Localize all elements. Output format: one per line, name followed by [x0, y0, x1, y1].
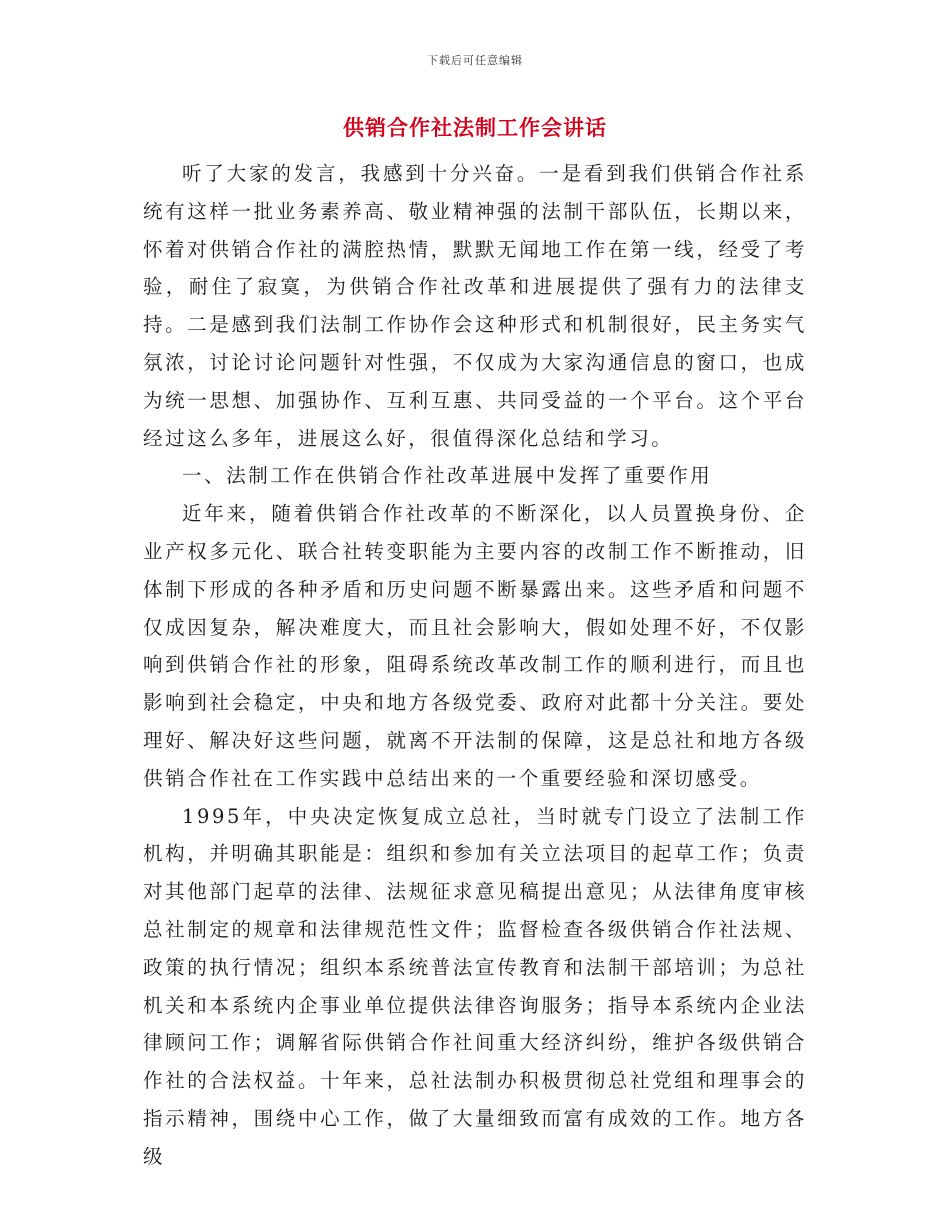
document-title: 供销合作社法制工作会讲话 [343, 115, 607, 140]
paragraph-intro: 听了大家的发言，我感到十分兴奋。一是看到我们供销合作社系统有这样一批业务素养高、敬业精神强的法制干部队伍，长期以来，怀着对供销合作社的满腔热情，默默无闻地工作在第一线，经受了考验，耐住了寂寞，为供销合作社改革和进展提供了强有力的法律支持。二是感到我们法制工作协作会这种形式和机制很好，民主务实气氛浓，讨论讨论问题针对性强，不仅成为大家沟通信息的窗口，也成为统一思想、加强协作、互利互惠、共同受益的一个平台。这个平台经过这么多年，进展这么好，很值得深化总结和学习。 [143, 162, 807, 450]
section-heading-1: 一、法制工作在供销合作社改革进展中发挥了重要作用 [182, 464, 713, 488]
header-note: 下载后可任意编辑 [427, 54, 523, 67]
paragraph-1995: 1995年，中央决定恢复成立总社，当时就专门设立了法制工作机构，并明确其职能是：组织和参加有关立法项目的起草工作；负责对其他部门起草的法律、法规征求意见稿提出意见；从法律角度审核总社制定的规章和法律规范性文件；监督检查各级供销合作社法规、政策的执行情况；组织本系统普法宣传教育和法制干部培训；为总社机关和本系统内企事业单位提供法律咨询服务；指导本系统内企业法律顾问工作；调解省际供销合作社间重大经济纠纷，维护各级供销合作社的合法权益。十年来，总社法制办积极贯彻总社党组和理事会的指示精神，围绕中心工作，做了大量细致而富有成效的工作。地方各级 [143, 804, 807, 1168]
document-body [143, 155, 807, 1176]
paragraph-reform: 近年来，随着供销合作社改革的不断深化，以人员置换身份、企业产权多元化、联合社转变职能为主要内容的改制工作不断推动，旧体制下形成的各种矛盾和历史问题不断暴露出来。这些矛盾和问题不仅成因复杂，解决难度大，而且社会影响大，假如处理不好，不仅影响到供销合作社的形象，阻碍系统改革改制工作的顺利进行，而且也影响到社会稳定，中央和地方各级党委、政府对此都十分关注。要处理好、解决好这些问题，就离不开法制的保障，这是总社和地方各级供销合作社在工作实践中总结出来的一个重要经验和深切感受。 [143, 502, 807, 790]
